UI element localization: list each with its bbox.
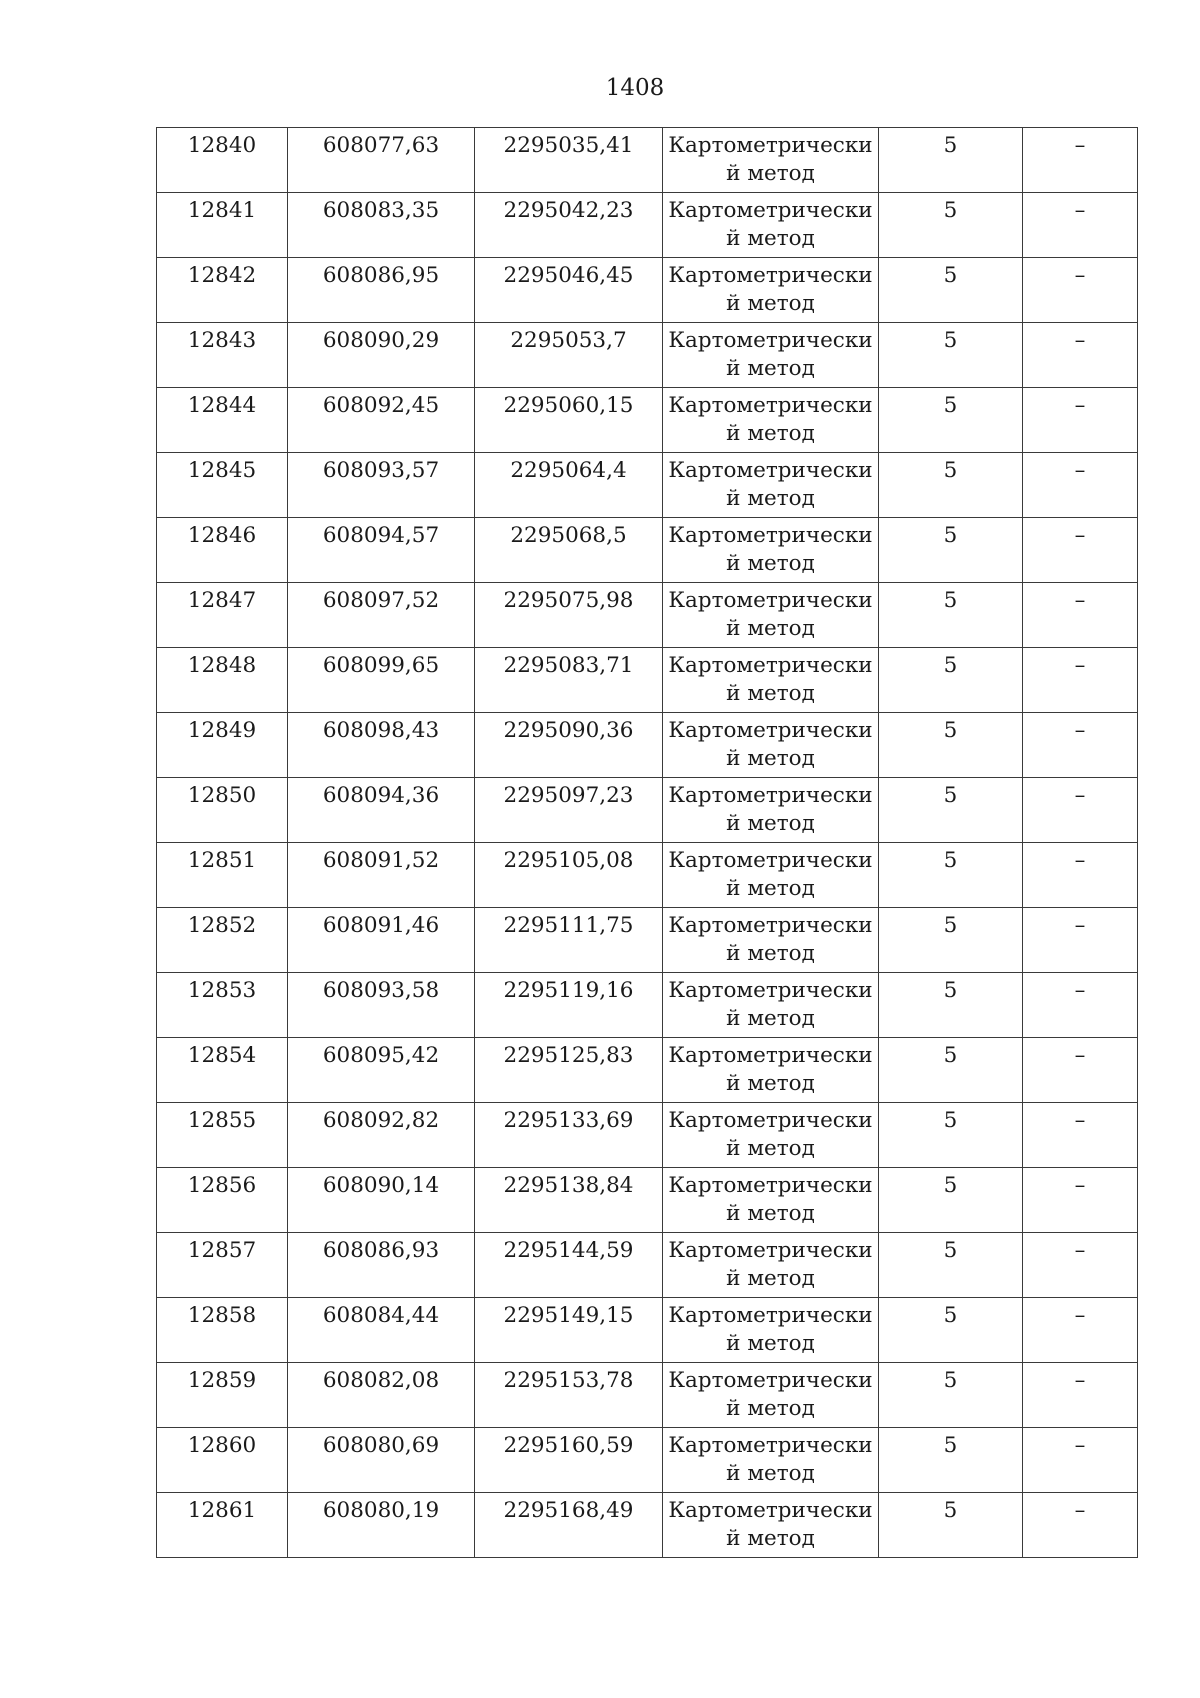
point-number-cell: 12840 <box>157 128 288 193</box>
accuracy-cell: 5 <box>879 193 1023 258</box>
note-cell: – <box>1023 323 1138 388</box>
y-coordinate-cell: 2295097,23 <box>475 778 663 843</box>
y-coordinate-cell: 2295119,16 <box>475 973 663 1038</box>
table-row <box>157 778 1138 843</box>
note-cell: – <box>1023 1298 1138 1363</box>
accuracy-cell: 5 <box>879 583 1023 648</box>
y-coordinate-cell: 2295168,49 <box>475 1493 663 1558</box>
method-cell: Картометрически й метод <box>663 1363 879 1428</box>
y-coordinate-cell: 2295042,23 <box>475 193 663 258</box>
x-coordinate-cell: 608092,82 <box>288 1103 475 1168</box>
method-cell: Картометрически й метод <box>663 453 879 518</box>
note-cell: – <box>1023 648 1138 713</box>
x-coordinate-cell: 608080,19 <box>288 1493 475 1558</box>
y-coordinate-cell: 2295138,84 <box>475 1168 663 1233</box>
note-cell: – <box>1023 1493 1138 1558</box>
method-cell: Картометрически й метод <box>663 713 879 778</box>
table-row <box>157 1363 1138 1428</box>
y-coordinate-cell: 2295144,59 <box>475 1233 663 1298</box>
point-number-cell: 12857 <box>157 1233 288 1298</box>
y-coordinate-cell: 2295090,36 <box>475 713 663 778</box>
accuracy-cell: 5 <box>879 1103 1023 1168</box>
accuracy-cell: 5 <box>879 453 1023 518</box>
x-coordinate-cell: 608080,69 <box>288 1428 475 1493</box>
note-cell: – <box>1023 1038 1138 1103</box>
point-number-cell: 12846 <box>157 518 288 583</box>
method-cell: Картометрически й метод <box>663 128 879 193</box>
y-coordinate-cell: 2295133,69 <box>475 1103 663 1168</box>
note-cell: – <box>1023 583 1138 648</box>
method-cell: Картометрически й метод <box>663 1428 879 1493</box>
y-coordinate-cell: 2295083,71 <box>475 648 663 713</box>
point-number-cell: 12852 <box>157 908 288 973</box>
x-coordinate-cell: 608097,52 <box>288 583 475 648</box>
point-number-cell: 12851 <box>157 843 288 908</box>
x-coordinate-cell: 608090,14 <box>288 1168 475 1233</box>
point-number-cell: 12850 <box>157 778 288 843</box>
table-row <box>157 713 1138 778</box>
accuracy-cell: 5 <box>879 1363 1023 1428</box>
y-coordinate-cell: 2295160,59 <box>475 1428 663 1493</box>
x-coordinate-cell: 608093,57 <box>288 453 475 518</box>
table-row <box>157 128 1138 193</box>
note-cell: – <box>1023 258 1138 323</box>
table-row <box>157 453 1138 518</box>
y-coordinate-cell: 2295046,45 <box>475 258 663 323</box>
x-coordinate-cell: 608086,93 <box>288 1233 475 1298</box>
method-cell: Картометрически й метод <box>663 258 879 323</box>
method-cell: Картометрически й метод <box>663 193 879 258</box>
accuracy-cell: 5 <box>879 388 1023 453</box>
method-cell: Картометрически й метод <box>663 1493 879 1558</box>
method-cell: Картометрически й метод <box>663 778 879 843</box>
coordinates-table-body <box>157 128 1138 1558</box>
table-row <box>157 258 1138 323</box>
method-cell: Картометрически й метод <box>663 388 879 453</box>
table-row <box>157 583 1138 648</box>
y-coordinate-cell: 2295068,5 <box>475 518 663 583</box>
point-number-cell: 12853 <box>157 973 288 1038</box>
point-number-cell: 12849 <box>157 713 288 778</box>
table-row <box>157 1428 1138 1493</box>
point-number-cell: 12854 <box>157 1038 288 1103</box>
x-coordinate-cell: 608077,63 <box>288 128 475 193</box>
table-row <box>157 1298 1138 1363</box>
note-cell: – <box>1023 518 1138 583</box>
point-number-cell: 12860 <box>157 1428 288 1493</box>
x-coordinate-cell: 608086,95 <box>288 258 475 323</box>
point-number-cell: 12848 <box>157 648 288 713</box>
x-coordinate-cell: 608094,57 <box>288 518 475 583</box>
y-coordinate-cell: 2295149,15 <box>475 1298 663 1363</box>
x-coordinate-cell: 608099,65 <box>288 648 475 713</box>
y-coordinate-cell: 2295064,4 <box>475 453 663 518</box>
accuracy-cell: 5 <box>879 1038 1023 1103</box>
x-coordinate-cell: 608090,29 <box>288 323 475 388</box>
y-coordinate-cell: 2295075,98 <box>475 583 663 648</box>
accuracy-cell: 5 <box>879 908 1023 973</box>
y-coordinate-cell: 2295153,78 <box>475 1363 663 1428</box>
method-cell: Картометрически й метод <box>663 518 879 583</box>
accuracy-cell: 5 <box>879 973 1023 1038</box>
method-cell: Картометрически й метод <box>663 908 879 973</box>
accuracy-cell: 5 <box>879 1298 1023 1363</box>
y-coordinate-cell: 2295053,7 <box>475 323 663 388</box>
table-row <box>157 843 1138 908</box>
accuracy-cell: 5 <box>879 1428 1023 1493</box>
accuracy-cell: 5 <box>879 128 1023 193</box>
table-row <box>157 648 1138 713</box>
x-coordinate-cell: 608092,45 <box>288 388 475 453</box>
accuracy-cell: 5 <box>879 518 1023 583</box>
y-coordinate-cell: 2295105,08 <box>475 843 663 908</box>
accuracy-cell: 5 <box>879 778 1023 843</box>
note-cell: – <box>1023 1363 1138 1428</box>
note-cell: – <box>1023 908 1138 973</box>
method-cell: Картометрически й метод <box>663 843 879 908</box>
note-cell: – <box>1023 128 1138 193</box>
accuracy-cell: 5 <box>879 648 1023 713</box>
point-number-cell: 12855 <box>157 1103 288 1168</box>
table-row <box>157 1038 1138 1103</box>
table-row <box>157 193 1138 258</box>
point-number-cell: 12843 <box>157 323 288 388</box>
method-cell: Картометрически й метод <box>663 583 879 648</box>
x-coordinate-cell: 608091,52 <box>288 843 475 908</box>
method-cell: Картометрически й метод <box>663 323 879 388</box>
note-cell: – <box>1023 388 1138 453</box>
note-cell: – <box>1023 713 1138 778</box>
y-coordinate-cell: 2295125,83 <box>475 1038 663 1103</box>
accuracy-cell: 5 <box>879 1168 1023 1233</box>
point-number-cell: 12845 <box>157 453 288 518</box>
table-row <box>157 1103 1138 1168</box>
note-cell: – <box>1023 973 1138 1038</box>
method-cell: Картометрически й метод <box>663 973 879 1038</box>
x-coordinate-cell: 608083,35 <box>288 193 475 258</box>
point-number-cell: 12859 <box>157 1363 288 1428</box>
method-cell: Картометрически й метод <box>663 1298 879 1363</box>
x-coordinate-cell: 608091,46 <box>288 908 475 973</box>
method-cell: Картометрически й метод <box>663 648 879 713</box>
table-row <box>157 908 1138 973</box>
x-coordinate-cell: 608084,44 <box>288 1298 475 1363</box>
point-number-cell: 12856 <box>157 1168 288 1233</box>
table-row <box>157 518 1138 583</box>
coordinates-table <box>156 127 1138 1558</box>
x-coordinate-cell: 608082,08 <box>288 1363 475 1428</box>
method-cell: Картометрически й метод <box>663 1233 879 1298</box>
note-cell: – <box>1023 778 1138 843</box>
x-coordinate-cell: 608095,42 <box>288 1038 475 1103</box>
accuracy-cell: 5 <box>879 1233 1023 1298</box>
note-cell: – <box>1023 1233 1138 1298</box>
accuracy-cell: 5 <box>879 1493 1023 1558</box>
note-cell: – <box>1023 1428 1138 1493</box>
point-number-cell: 12844 <box>157 388 288 453</box>
point-number-cell: 12841 <box>157 193 288 258</box>
accuracy-cell: 5 <box>879 258 1023 323</box>
point-number-cell: 12847 <box>157 583 288 648</box>
method-cell: Картометрически й метод <box>663 1103 879 1168</box>
note-cell: – <box>1023 1168 1138 1233</box>
table-row <box>157 323 1138 388</box>
point-number-cell: 12842 <box>157 258 288 323</box>
point-number-cell: 12861 <box>157 1493 288 1558</box>
table-row <box>157 1493 1138 1558</box>
x-coordinate-cell: 608093,58 <box>288 973 475 1038</box>
accuracy-cell: 5 <box>879 323 1023 388</box>
table-row <box>157 388 1138 453</box>
note-cell: – <box>1023 453 1138 518</box>
note-cell: – <box>1023 1103 1138 1168</box>
table-row <box>157 1233 1138 1298</box>
method-cell: Картометрически й метод <box>663 1168 879 1233</box>
y-coordinate-cell: 2295035,41 <box>475 128 663 193</box>
y-coordinate-cell: 2295060,15 <box>475 388 663 453</box>
page-number: 1408 <box>605 75 665 101</box>
x-coordinate-cell: 608098,43 <box>288 713 475 778</box>
table-row <box>157 973 1138 1038</box>
x-coordinate-cell: 608094,36 <box>288 778 475 843</box>
note-cell: – <box>1023 843 1138 908</box>
method-cell: Картометрически й метод <box>663 1038 879 1103</box>
accuracy-cell: 5 <box>879 713 1023 778</box>
y-coordinate-cell: 2295111,75 <box>475 908 663 973</box>
note-cell: – <box>1023 193 1138 258</box>
point-number-cell: 12858 <box>157 1298 288 1363</box>
accuracy-cell: 5 <box>879 843 1023 908</box>
table-row <box>157 1168 1138 1233</box>
